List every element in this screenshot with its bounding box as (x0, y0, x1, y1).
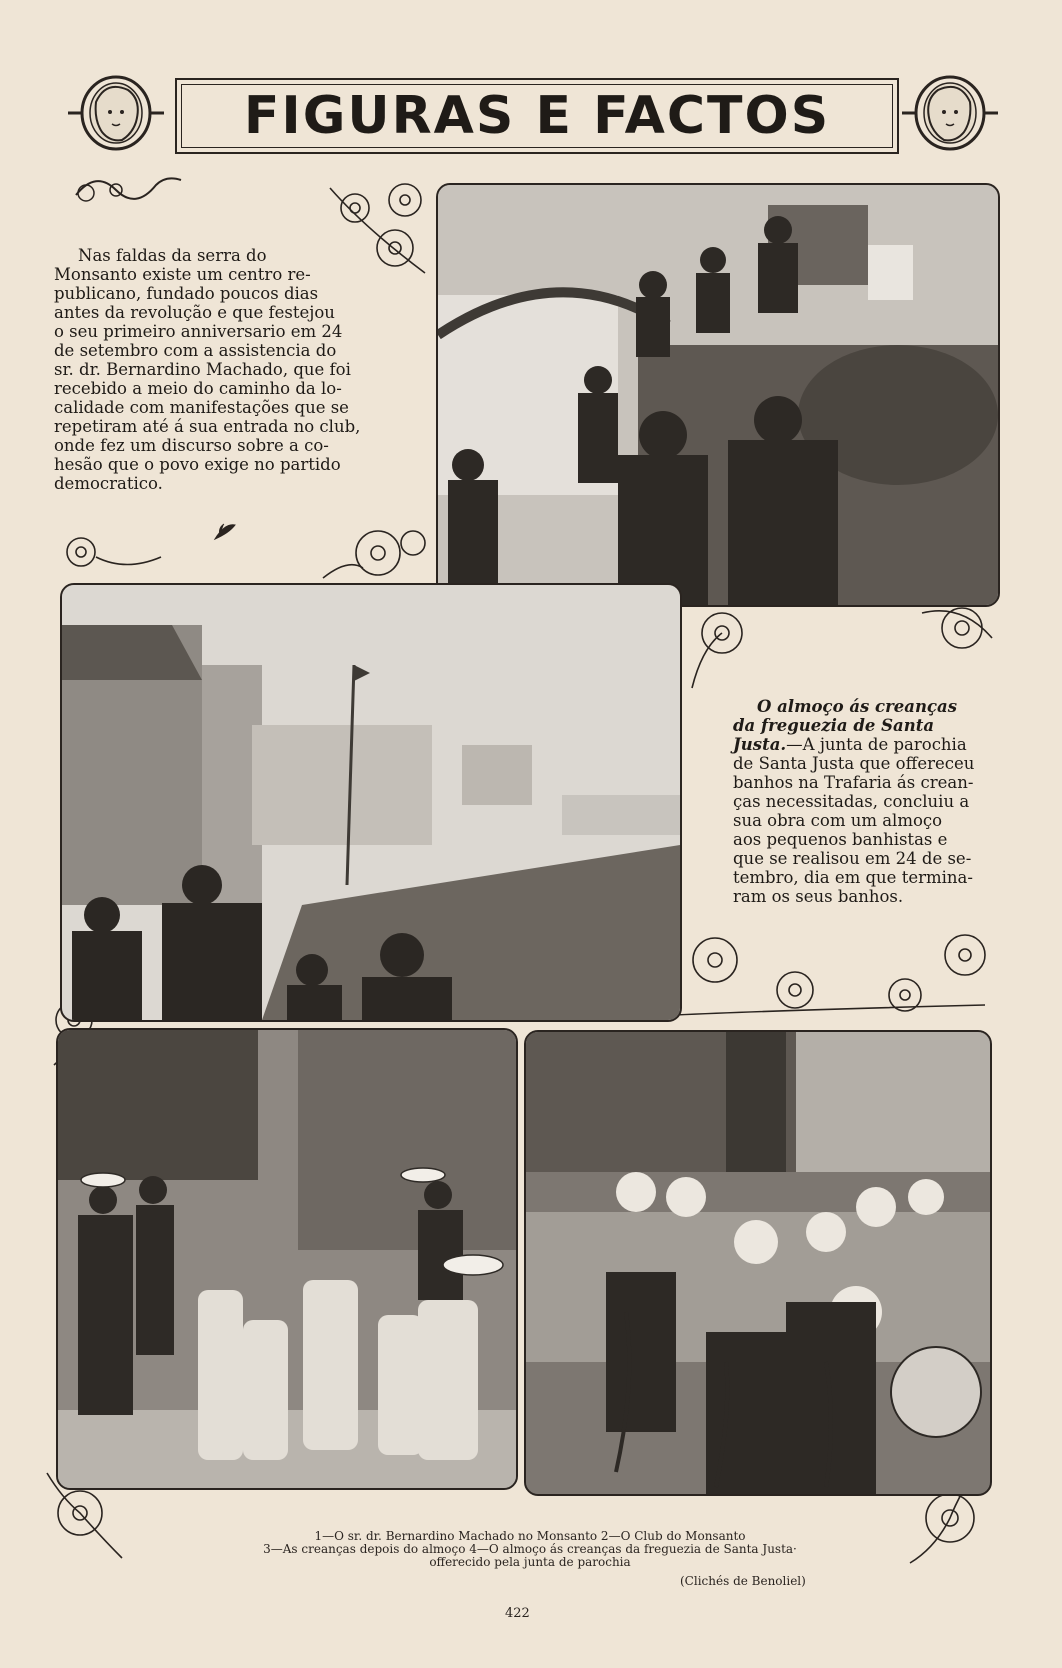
article-monsanto-text (54, 246, 404, 493)
page-title-banner (175, 78, 899, 154)
caption-line: offerecido pela junta de parochia (429, 1555, 631, 1569)
text-line: ram os seus banhos. (733, 887, 904, 906)
photo-3-image (58, 1030, 516, 1488)
text-line: Monsanto existe um centro re- (54, 265, 311, 284)
text-line: Nas faldas da serra do (78, 246, 267, 265)
text-line: aos pequenos banhistas e (733, 830, 948, 849)
text-line: hesão que o povo exige no partido (54, 455, 341, 474)
photo-children-after-lunch (56, 1028, 518, 1490)
photo-children-lunch (524, 1030, 992, 1496)
photo-1-image (438, 185, 998, 605)
photo-machado-monsanto (436, 183, 1000, 607)
floral-ornament-mid-left (56, 527, 166, 582)
text-line: de setembro com a assistencia do (54, 341, 337, 360)
woman-portrait-medallion-right (900, 72, 1000, 154)
text-line: repetiram até á sua entrada no club, (54, 417, 361, 436)
article-heading-line: da freguezia de Santa (733, 716, 935, 735)
text-line: de Santa Justa que offereceu (733, 754, 975, 773)
text-line: publicano, fundado poucos dias (54, 284, 319, 303)
article-heading-end: Justa. (733, 735, 787, 754)
text-line: calidade com manifestações que se (54, 398, 349, 417)
floral-ornament-right-lower (665, 915, 995, 1025)
small-leaf-ornament (212, 520, 238, 542)
article-santa-justa-text (733, 697, 1013, 906)
text-line: ças necessitadas, concluiu a (733, 792, 970, 811)
page-title: FIGURAS E FACTOS (243, 86, 831, 146)
text-line: sua obra com um almoço (733, 811, 943, 830)
text-line: que se realisou em 24 de se- (733, 849, 972, 868)
floral-ornament-right-mid (682, 598, 1002, 698)
woman-portrait-medallion-left (66, 72, 166, 154)
photo-club-monsanto (60, 583, 682, 1022)
photo-2-image (62, 585, 680, 1020)
text-line: o seu primeiro anniversario em 24 (54, 322, 343, 341)
text-line: recebido a meio do caminho da lo- (54, 379, 342, 398)
photo-captions (180, 1530, 880, 1569)
photo-4-image (526, 1032, 990, 1494)
floral-ornament-mid-center (318, 518, 433, 588)
caption-line: 3—As creanças depois do almoço 4—O almoço ás creanças da freguezia de Santa Justa· (263, 1542, 797, 1556)
floral-ornament-top-left (66, 165, 186, 225)
text-line (733, 735, 1013, 754)
page-number: 422 (505, 1606, 530, 1621)
text-line: sr. dr. Bernardino Machado, que foi (54, 360, 351, 379)
caption-line: 1—O sr. dr. Bernardino Machado no Monsanto 2—O Club do Monsanto (314, 1529, 746, 1543)
text-line: democratico. (54, 474, 163, 493)
text-line-start: —A junta de parochia (786, 735, 967, 754)
text-line: antes da revolução e que festejou (54, 303, 335, 322)
text-line: banhos na Trafaria ás crean- (733, 773, 974, 792)
text-line: onde fez um discurso sobre a co- (54, 436, 329, 455)
photo-credit: (Clichés de Benoliel) (680, 1574, 806, 1588)
text-line: tembro, dia em que termina- (733, 868, 973, 887)
article-heading-line: O almoço ás creanças (757, 697, 958, 716)
